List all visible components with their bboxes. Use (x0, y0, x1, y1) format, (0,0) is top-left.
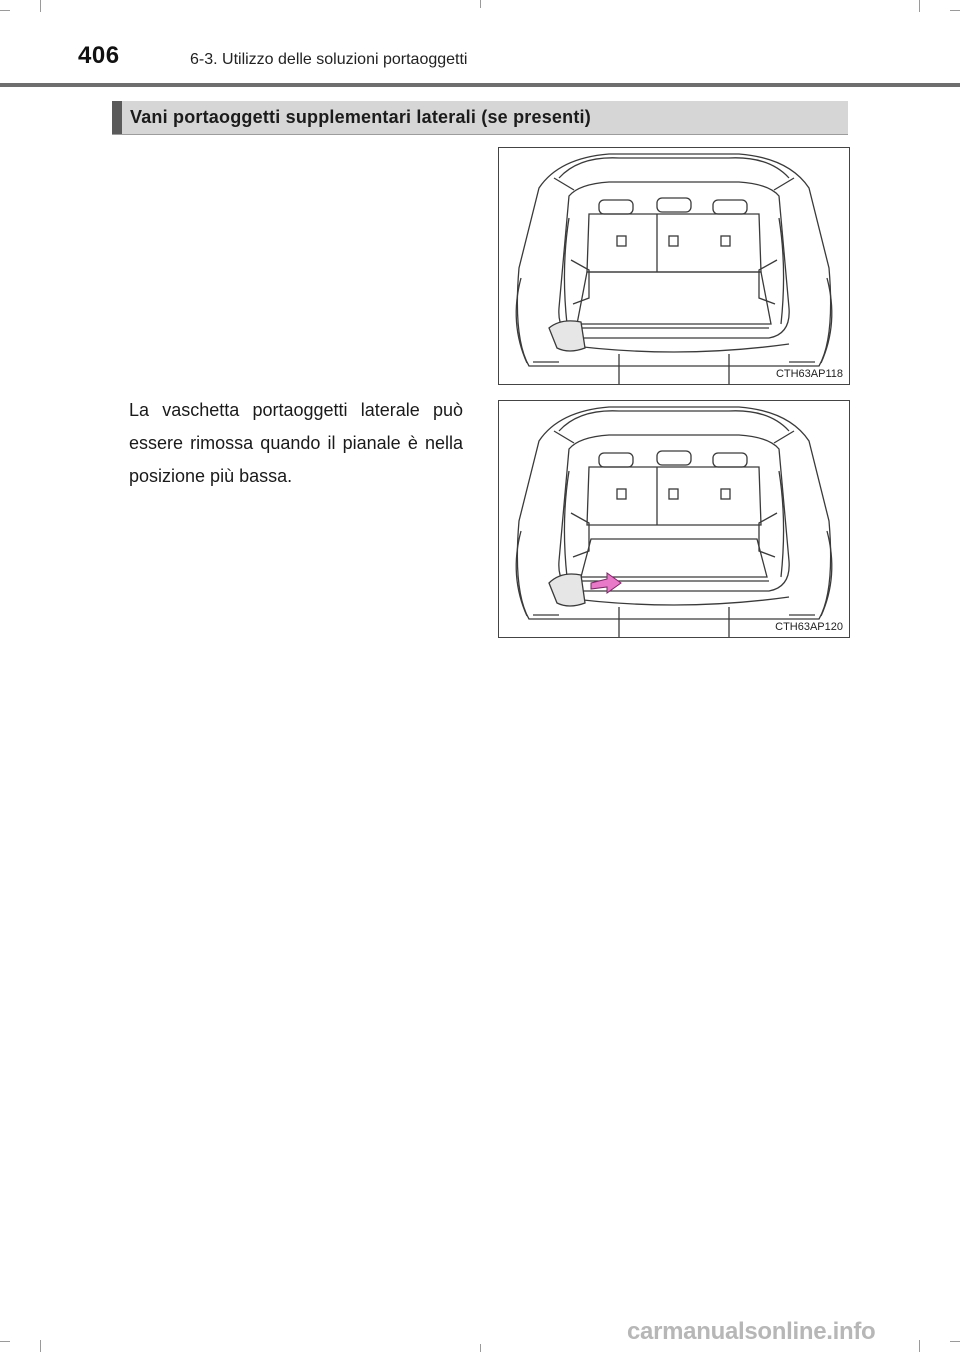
crop-mark (40, 1340, 41, 1352)
removal-arrow (591, 573, 621, 593)
crop-mark (950, 10, 960, 11)
figure-code: CTH63AP118 (775, 368, 843, 380)
crop-mark (919, 0, 920, 12)
section-title: Vani portaoggetti supplementari laterali (se presenti) (130, 107, 591, 127)
crop-mark (950, 1341, 960, 1342)
crop-mark (480, 0, 481, 8)
crop-mark (0, 1341, 10, 1342)
header-rule (0, 83, 960, 87)
section-header (112, 101, 848, 135)
trunk-illustration (499, 148, 849, 384)
chapter-title: 6-3. Utilizzo delle soluzioni portaoggetti (190, 51, 468, 68)
figure-code: CTH63AP120 (775, 621, 843, 633)
body-paragraph: La vaschetta portaoggetti laterale può essere rimossa quando il pianale è nella posizione più bassa. (129, 400, 463, 486)
figure-trunk-storage (498, 147, 850, 385)
trunk-illustration-arrow (499, 401, 849, 637)
crop-mark (919, 1340, 920, 1352)
crop-mark (0, 10, 10, 11)
page-number: 406 (78, 42, 120, 69)
crop-mark (40, 0, 41, 12)
watermark: carmanualsonline.info (627, 1318, 876, 1345)
figure-tray-removal (498, 400, 850, 638)
crop-mark (480, 1344, 481, 1352)
